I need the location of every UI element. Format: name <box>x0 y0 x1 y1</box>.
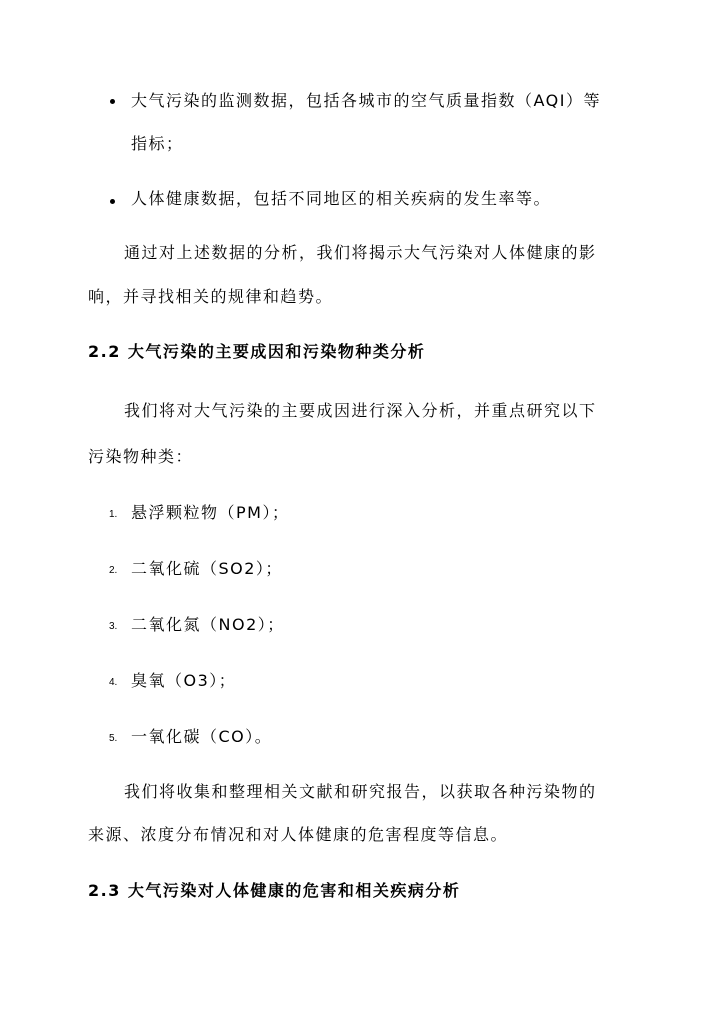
list-number: 2. <box>109 565 118 576</box>
paragraph-line: 来源、浓度分布情况和对人体健康的危害程度等信息。 <box>88 825 509 844</box>
list-number: 3. <box>109 621 118 632</box>
paragraph-line: 污染物种类： <box>88 447 194 466</box>
paragraph-line: 响，并寻找相关的规律和趋势。 <box>88 287 334 306</box>
list-item: 悬浮颗粒物（PM）； <box>131 503 290 522</box>
bullet-marker <box>110 99 115 104</box>
bullet-text-continued: 指标； <box>131 134 184 153</box>
bullet-marker <box>110 199 115 204</box>
paragraph-line: 我们将收集和整理相关文献和研究报告，以获取各种污染物的 <box>124 782 597 801</box>
list-item: 二氧化硫（SO2）； <box>131 559 283 578</box>
paragraph-line: 通过对上述数据的分析，我们将揭示大气污染对人体健康的影 <box>124 243 597 262</box>
paragraph-line: 我们将对大气污染的主要成因进行深入分析，并重点研究以下 <box>124 401 597 420</box>
list-item: 二氧化氮（NO2）； <box>131 615 285 634</box>
section-heading: 2.2 大气污染的主要成因和污染物种类分析 <box>88 342 426 361</box>
list-item: 一氧化碳（CO）。 <box>131 727 273 746</box>
list-number: 5. <box>109 733 118 744</box>
section-heading: 2.3 大气污染对人体健康的危害和相关疾病分析 <box>88 881 461 900</box>
bullet-text: 大气污染的监测数据，包括各城市的空气质量指数（AQI）等 <box>131 91 601 110</box>
list-number: 4. <box>109 677 118 688</box>
bullet-text: 人体健康数据，包括不同地区的相关疾病的发生率等。 <box>131 189 552 208</box>
list-item: 臭氧（O3）； <box>131 671 237 690</box>
list-number: 1. <box>109 509 118 520</box>
